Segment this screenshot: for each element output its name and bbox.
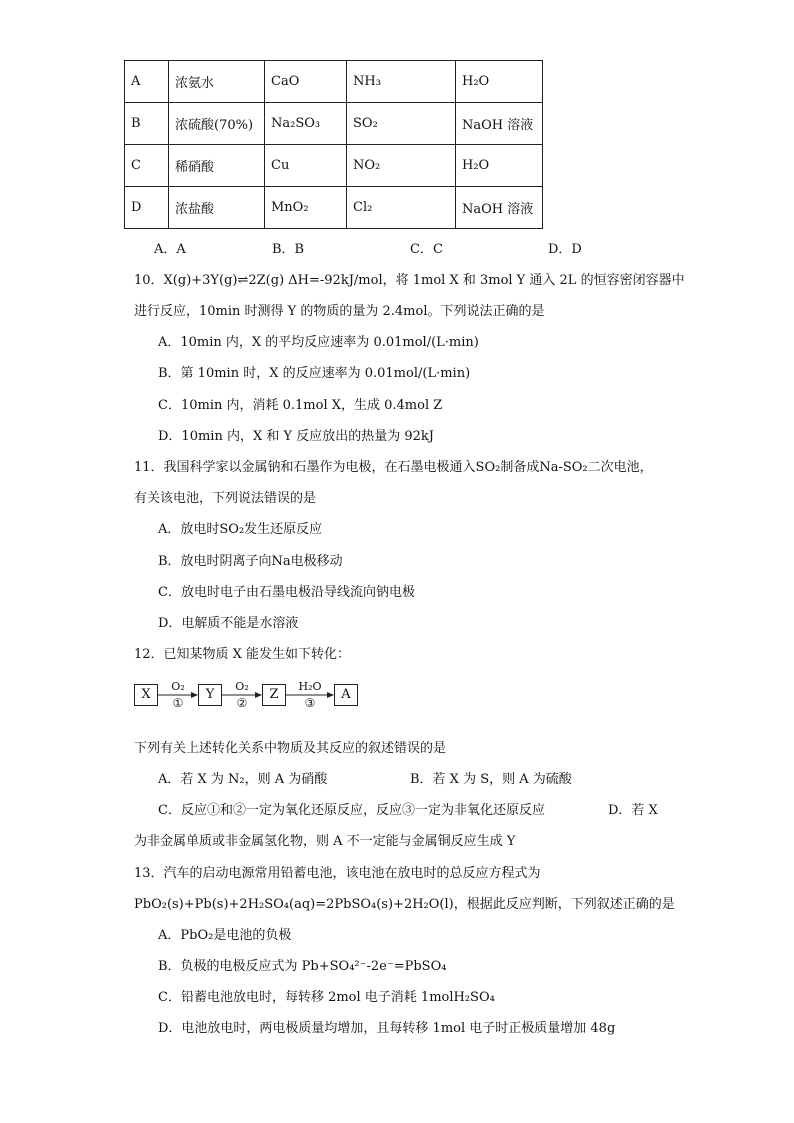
- node-x: X: [134, 684, 158, 706]
- q11-stem-line2: 有关该电池，下列说法错误的是: [134, 491, 317, 506]
- reagent-2: O₂: [235, 680, 249, 693]
- table-cell: C: [125, 145, 169, 187]
- reagent-3: H₂O: [298, 680, 322, 693]
- q12-stem: 12．已知某物质 X 能发生如下转化：: [134, 647, 351, 662]
- q10-option-a: A．10min 内，X 的平均反应速率为 0.01mol/(L·min): [158, 335, 479, 350]
- q13-stem-line2: PbO₂(s)+Pb(s)+2H₂SO₄(aq)=2PbSO₄(s)+2H₂O(l)，根据此反应判断，下列叙述正确的是: [134, 897, 675, 912]
- q11-stem-line1: 11．我国科学家以金属钠和石墨作为电极，在石墨电极通入SO₂制备成Na-SO₂二次电池，: [134, 460, 653, 475]
- table-cell: NH₃: [347, 61, 456, 103]
- table-cell: NaOH 溶液: [456, 103, 543, 145]
- q11-option-a: A．放电时SO₂发生还原反应: [158, 522, 323, 537]
- table-cell: A: [125, 61, 169, 103]
- table-cell: H₂O: [456, 145, 543, 187]
- q10-stem-line1: 10．X(g)+3Y(g)⇌2Z(g) ΔH=-92kJ/mol，将 1mol X 和 3mol Y 通入 2L 的恒容密闭容器中: [134, 273, 685, 288]
- node-a: A: [334, 684, 358, 706]
- q10-option-d: D．10min 内，X 和 Y 反应放出的热量为 92kJ: [158, 429, 434, 444]
- reagent-1: O₂: [171, 680, 185, 693]
- table-cell: CaO: [265, 61, 347, 103]
- q9-option-d: D．D: [548, 242, 582, 257]
- node-z: Z: [262, 684, 286, 706]
- table-cell: Cu: [265, 145, 347, 187]
- q11-option-b: B．放电时阴离子向Na电极移动: [158, 554, 343, 569]
- q12-option-c: C．反应①和②一定为氧化还原反应，反应③一定为非氧化还原反应: [158, 803, 545, 818]
- q10-option-b: B．第 10min 时，X 的反应速率为 0.01mol/(L·min): [158, 366, 471, 381]
- q11-option-c: C．放电时电子由石墨电极沿导线流向钠电极: [158, 585, 415, 600]
- table-cell: B: [125, 103, 169, 145]
- node-y: Y: [198, 684, 222, 706]
- q9-option-a: A．A: [154, 242, 186, 257]
- table-cell: 浓硫酸(70%): [169, 103, 265, 145]
- q11-option-d: D．电解质不能是水溶液: [158, 616, 299, 631]
- q10-stem-line2: 进行反应，10min 时测得 Y 的物质的量为 2.4mol。下列说法正确的是: [134, 304, 545, 319]
- q12-option-a: A．若 X 为 N₂，则 A 为硝酸: [158, 772, 328, 787]
- table-cell: NO₂: [347, 145, 456, 187]
- q12-option-d-line2: 为非金属单质或非金属氢化物，则 A 不一定能与金属铜反应生成 Y: [134, 834, 516, 849]
- q13-option-b: B．负极的电极反应式为 Pb+SO₄²⁻-2e⁻=PbSO₄: [158, 959, 447, 974]
- table-cell: MnO₂: [265, 187, 347, 229]
- table-cell: D: [125, 187, 169, 229]
- q10-option-c: C．10min 内，消耗 0.1mol X，生成 0.4mol Z: [158, 398, 443, 413]
- table-cell: Cl₂: [347, 187, 456, 229]
- q13-option-a: A．PbO₂是电池的负极: [158, 928, 292, 943]
- table-cell: NaOH 溶液: [456, 187, 543, 229]
- q12-option-b: B．若 X 为 S，则 A 为硫酸: [410, 772, 572, 787]
- step-2: ②: [236, 696, 248, 710]
- q12-option-d-line1: D．若 X: [608, 803, 658, 818]
- q9-option-c: C．C: [410, 242, 443, 257]
- q13-option-d: D．电池放电时，两电极质量均增加，且每转移 1mol 电子时正极质量增加 48g: [158, 1021, 616, 1036]
- step-3: ③: [304, 696, 316, 710]
- q13-stem-line1: 13．汽车的启动电源常用铅蓄电池，该电池在放电时的总反应方程式为: [134, 866, 541, 881]
- q13-option-c: C．铅蓄电池放电时，每转移 2mol 电子消耗 1molH₂SO₄: [158, 990, 495, 1005]
- table-cell: 稀硝酸: [169, 145, 265, 187]
- q12-prompt: 下列有关上述转化关系中物质及其反应的叙述错误的是: [134, 741, 447, 756]
- step-1: ①: [172, 696, 184, 710]
- table-cell: Na₂SO₃: [265, 103, 347, 145]
- table-cell: H₂O: [456, 61, 543, 103]
- q9-option-b: B．B: [272, 242, 305, 257]
- table-cell: 浓盐酸: [169, 187, 265, 229]
- table-cell: SO₂: [347, 103, 456, 145]
- table-cell: 浓氨水: [169, 61, 265, 103]
